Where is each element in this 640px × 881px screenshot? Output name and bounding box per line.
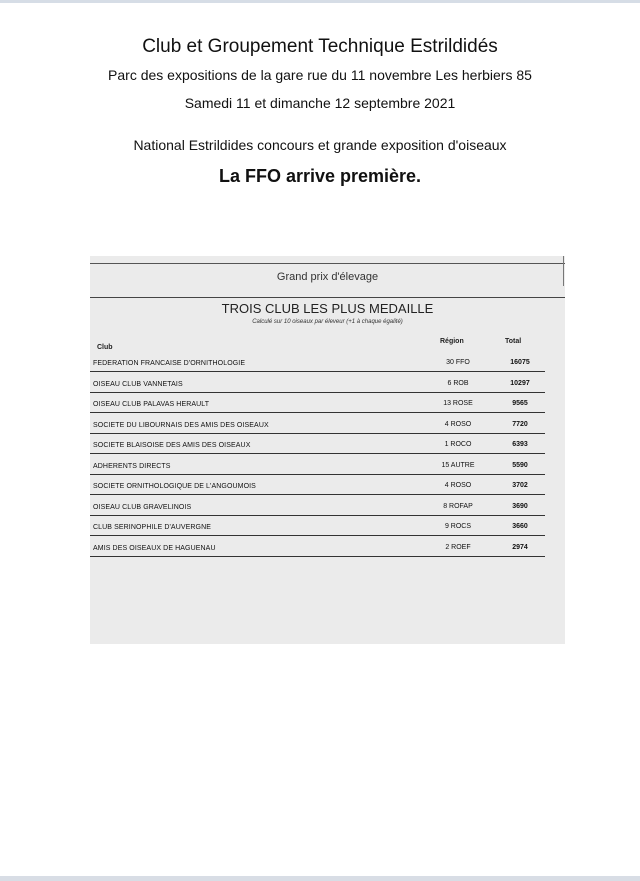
table-title: TROIS CLUB LES PLUS MEDAILLE <box>221 301 434 316</box>
club-total: 2974 <box>512 544 528 551</box>
table-row <box>90 497 565 517</box>
prize-label: Grand prix d'élevage <box>276 271 379 283</box>
club-name: FEDERATION FRANCAISE D'ORNITHOLOGIE <box>93 360 246 367</box>
divider <box>90 263 565 264</box>
club-region: 13 ROSE <box>443 400 473 407</box>
row-divider <box>90 433 545 434</box>
table-row <box>90 476 565 496</box>
club-total: 5590 <box>512 462 528 469</box>
club-total: 7720 <box>512 421 528 428</box>
club-name: SOCIETE ORNITHOLOGIQUE DE L'ANGOUMOIS <box>93 483 256 490</box>
table-row <box>90 456 565 476</box>
event-dates: Samedi 11 et dimanche 12 septembre 2021 <box>184 95 456 111</box>
table-row <box>90 415 565 435</box>
club-total: 3690 <box>512 503 528 510</box>
row-divider <box>90 412 545 413</box>
calculation-note: Calculé sur 10 oiseaux par éleveur (+1 à chaque égalité) <box>252 319 403 325</box>
table-row <box>90 435 565 455</box>
scan-edge-bottom <box>0 876 640 881</box>
row-divider <box>90 535 545 536</box>
club-total: 6393 <box>512 441 528 448</box>
event-location: Parc des expositions de la gare rue du 11 novembre Les herbiers 85 <box>108 67 532 83</box>
event-name: National Estrildides concours et grande exposition d'oiseaux <box>133 137 507 153</box>
row-divider <box>90 494 545 495</box>
club-total: 10297 <box>510 380 530 387</box>
club-name: SOCIETE DU LIBOURNAIS DES AMIS DES OISEAUX <box>93 422 269 429</box>
table-row <box>90 394 565 414</box>
row-divider <box>90 556 545 557</box>
club-region: 8 ROFAP <box>443 503 473 510</box>
club-name: OISEAU CLUB VANNETAIS <box>93 381 183 388</box>
club-name: OISEAU CLUB PALAVAS HERAULT <box>93 401 210 408</box>
column-header-region: Région <box>440 338 464 345</box>
club-total: 3702 <box>512 482 528 489</box>
row-divider <box>90 371 545 372</box>
club-name: SOCIETE BLAISOISE DES AMIS DES OISEAUX <box>93 442 251 449</box>
club-total: 3660 <box>512 523 528 530</box>
club-total: 16075 <box>510 359 530 366</box>
club-region: 15 AUTRE <box>441 462 475 469</box>
club-name: OISEAU CLUB GRAVELINOIS <box>93 504 192 511</box>
table-row <box>90 353 565 373</box>
column-header-club: Club <box>97 344 113 351</box>
page-title: Club et Groupement Technique Estrildidés <box>142 36 498 57</box>
club-region: 4 ROSO <box>444 482 472 489</box>
divider <box>90 297 565 298</box>
club-region: 1 ROCO <box>444 441 472 448</box>
table-row <box>90 374 565 394</box>
headline: La FFO arrive première. <box>218 166 422 186</box>
row-divider <box>90 453 545 454</box>
club-region: 9 ROCS <box>444 523 472 530</box>
row-divider <box>90 474 545 475</box>
column-header-total: Total <box>505 338 522 345</box>
club-region: 30 FFO <box>446 359 470 366</box>
club-region: 2 ROEF <box>445 544 471 551</box>
results-panel <box>90 256 565 644</box>
scan-edge-top <box>0 0 640 3</box>
club-total: 9565 <box>512 400 528 407</box>
row-divider <box>90 392 545 393</box>
club-name: CLUB SERINOPHILE D'AUVERGNE <box>93 524 212 531</box>
table-row <box>90 517 565 537</box>
club-region: 4 ROSO <box>444 421 472 428</box>
club-name: ADHERENTS DIRECTS <box>93 463 171 470</box>
table-row <box>90 538 565 558</box>
club-name: AMIS DES OISEAUX DE HAGUENAU <box>93 545 216 552</box>
club-region: 6 ROB <box>447 380 469 387</box>
row-divider <box>90 515 545 516</box>
